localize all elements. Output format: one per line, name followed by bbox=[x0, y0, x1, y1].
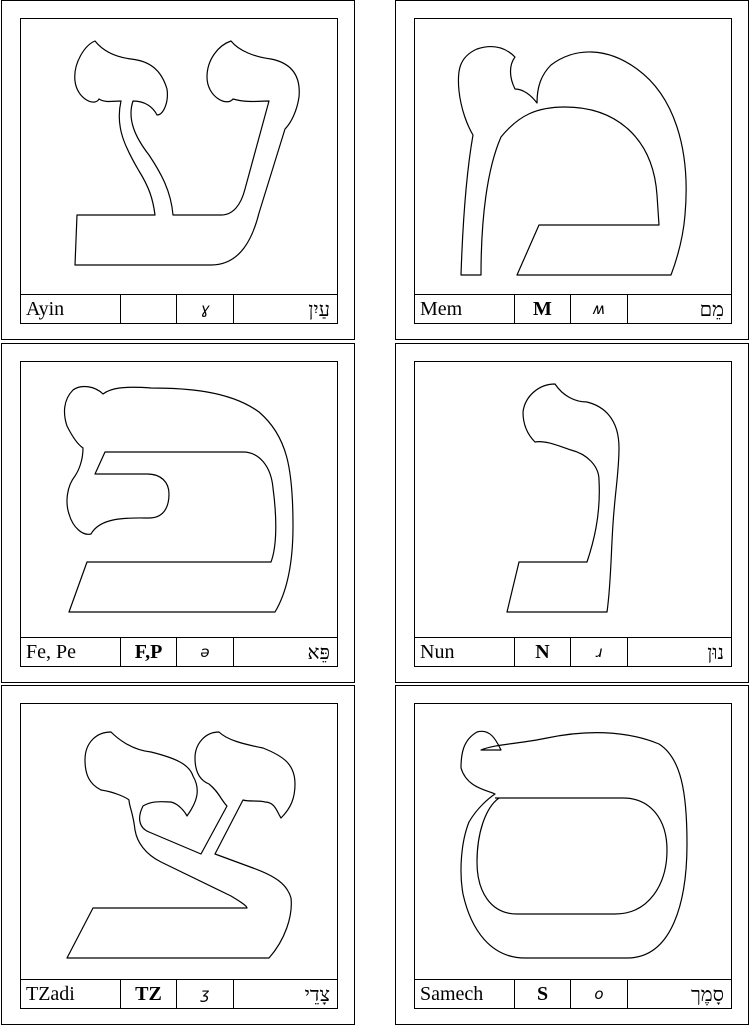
letter-english-equivalent: N bbox=[515, 638, 571, 666]
letter-hebrew-name: צָדֵי bbox=[304, 982, 330, 1006]
letter-card-samech bbox=[395, 685, 749, 1025]
letter-card-frame bbox=[414, 703, 732, 1009]
letter-english-equivalent: TZ bbox=[121, 980, 177, 1008]
letter-english-equivalent: S bbox=[515, 980, 571, 1008]
letter-info-row bbox=[415, 637, 731, 666]
letter-info-row bbox=[21, 979, 337, 1008]
letter-script-form: ʍ bbox=[571, 295, 628, 323]
letter-card-ayin bbox=[1, 0, 355, 340]
tzadi-letter-outline bbox=[21, 704, 337, 980]
letter-hebrew-name: מֵם bbox=[699, 297, 724, 321]
letter-hebrew-name: נוּן bbox=[707, 640, 724, 664]
letter-info-row bbox=[21, 294, 337, 323]
samech-letter-outline bbox=[415, 704, 731, 980]
letter-script-form: ɣ bbox=[177, 295, 234, 323]
letter-name: Ayin bbox=[21, 295, 121, 323]
letter-info-row bbox=[415, 979, 731, 1008]
letter-english-equivalent: F,P bbox=[121, 638, 177, 666]
pe-letter-outline bbox=[21, 362, 337, 638]
letter-name: Nun bbox=[415, 638, 515, 666]
letter-card-tzadi bbox=[1, 685, 355, 1025]
letter-card-mem bbox=[395, 0, 749, 340]
letter-name: Mem bbox=[415, 295, 515, 323]
letter-script-form: ʒ bbox=[177, 980, 234, 1008]
letter-card-frame bbox=[414, 18, 732, 324]
letter-english-equivalent bbox=[121, 295, 177, 323]
letter-name: Samech bbox=[415, 980, 515, 1008]
letter-info-row bbox=[21, 637, 337, 666]
letter-hebrew-name: פֵּא bbox=[307, 640, 330, 664]
letter-card-frame bbox=[20, 18, 338, 324]
letter-hebrew-name: סָמֶך bbox=[690, 982, 724, 1006]
letter-card-pe bbox=[1, 343, 355, 683]
letter-card-frame bbox=[414, 361, 732, 667]
letter-card-frame bbox=[20, 703, 338, 1009]
letter-info-row bbox=[415, 294, 731, 323]
nun-letter-outline bbox=[415, 362, 731, 638]
letter-script-form: ə bbox=[177, 638, 234, 666]
letter-script-form: o bbox=[571, 980, 628, 1008]
letter-english-equivalent: M bbox=[515, 295, 571, 323]
letter-script-form: ɹ bbox=[571, 638, 628, 666]
letter-hebrew-name: עַיִן bbox=[308, 297, 330, 321]
ayin-letter-outline bbox=[21, 19, 337, 295]
letter-name: TZadi bbox=[21, 980, 121, 1008]
letter-name: Fe, Pe bbox=[21, 638, 121, 666]
letter-card-frame bbox=[20, 361, 338, 667]
letter-card-nun bbox=[395, 343, 749, 683]
mem-letter-outline bbox=[415, 19, 731, 295]
